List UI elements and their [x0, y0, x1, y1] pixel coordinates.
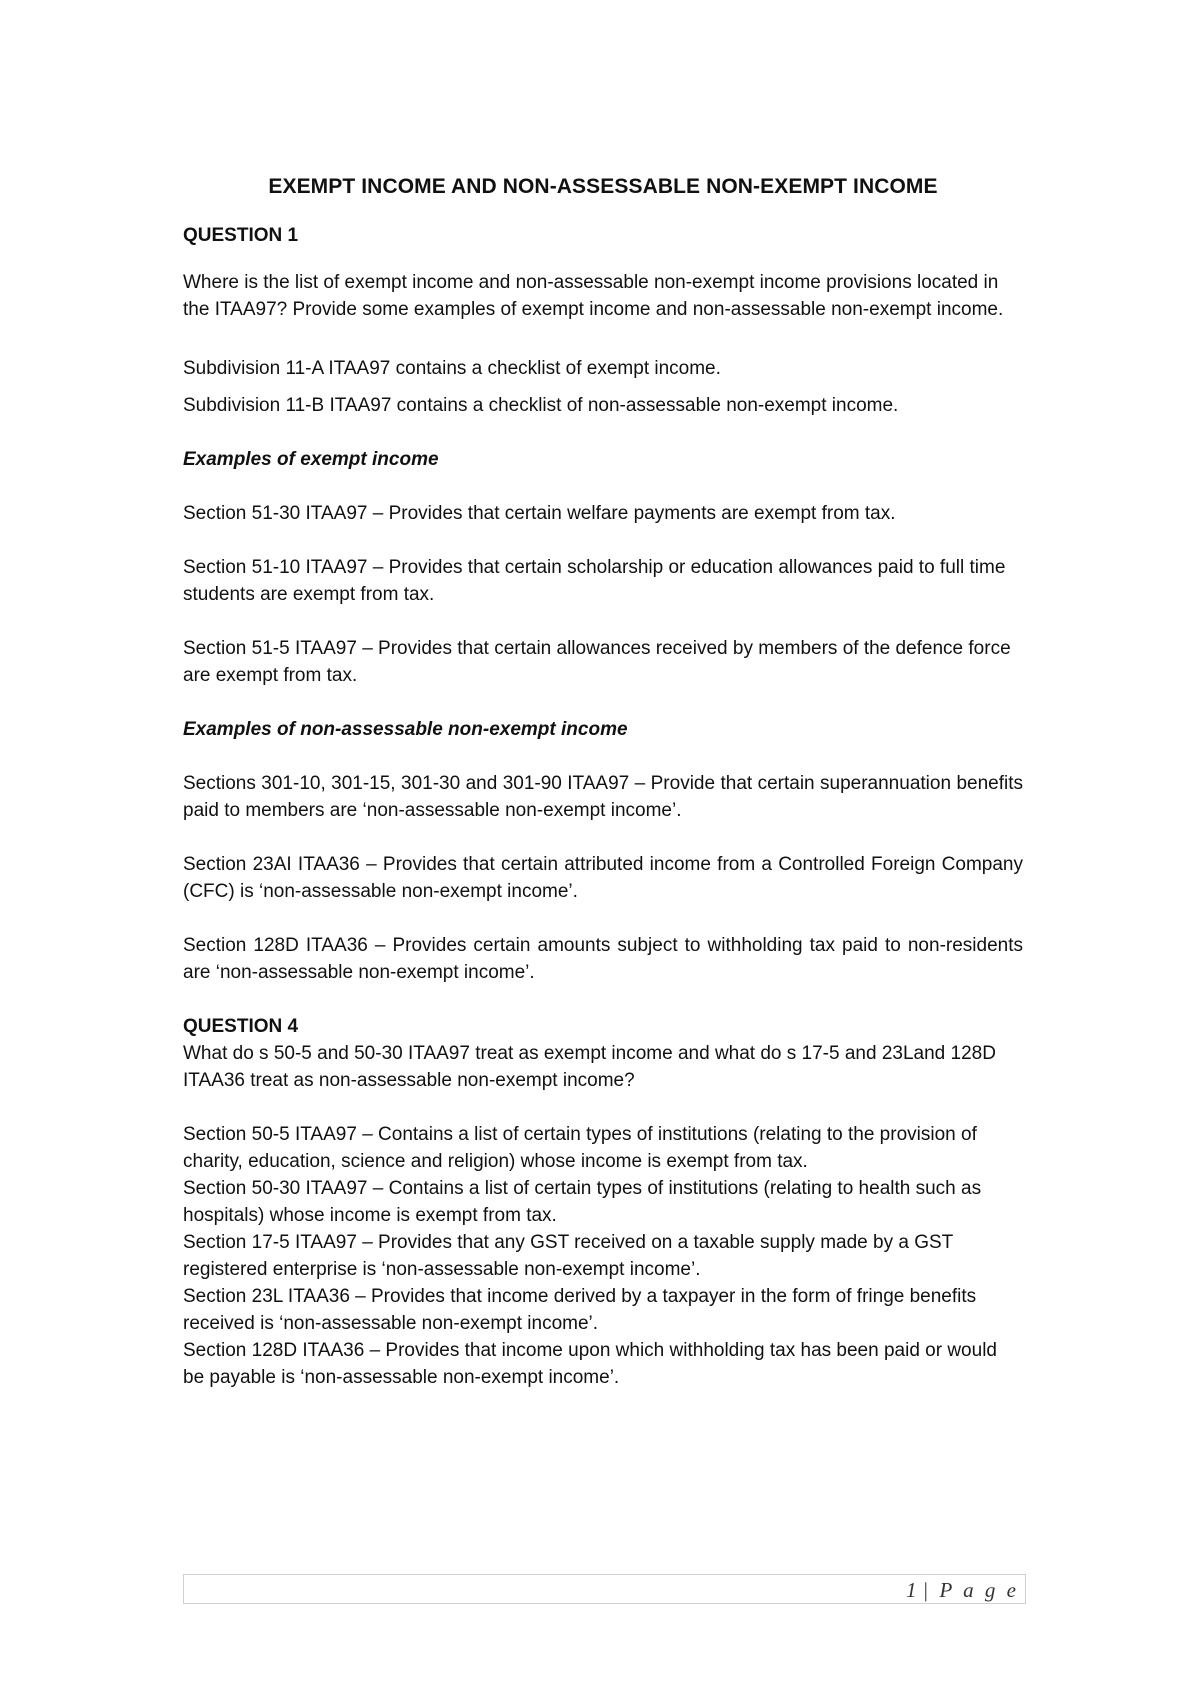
page-content [183, 172, 1023, 1391]
answer-line-1: Subdivision 11-A ITAA97 contains a checklist of exempt income. [183, 358, 721, 379]
page-footer [183, 1574, 1026, 1604]
question-4-text: What do s 50-5 and 50-30 ITAA97 treat as exempt income and what do s 17-5 and 23Land 128D ITAA36 treat as non-assessable non-exempt income? [183, 1043, 996, 1091]
q4-answer-5: Section 128D ITAA36 – Provides that income upon which withholding tax has been paid or would be payable is ‘non-assessable non-exempt income’. [183, 1340, 997, 1388]
question-4-heading: QUESTION 4 [183, 1016, 299, 1037]
q4-answer-3: Section 17-5 ITAA97 – Provides that any GST received on a taxable supply made by a GST registered enterprise is ‘non-assessable non-exempt income’. [183, 1232, 953, 1280]
answer-line-2: Subdivision 11-B ITAA97 contains a checklist of non-assessable non-exempt income. [183, 395, 899, 416]
q4-answer-2: Section 50-30 ITAA97 – Contains a list of certain types of institutions (relating to health such as hospitals) whose income is exempt from tax. [183, 1178, 982, 1226]
page-label: | P a g e [922, 1578, 1019, 1602]
page-number-value: 1 [905, 1578, 917, 1602]
q4-answer-1: Section 50-5 ITAA97 – Contains a list of certain types of institutions (relating to the provision of charity, education, science and religion) whose income is exempt from tax. [183, 1124, 977, 1172]
exempt-example-3: Section 51-5 ITAA97 – Provides that certain allowances received by members of the defence force are exempt from tax. [183, 638, 1011, 686]
exempt-examples-heading: Examples of exempt income [183, 449, 439, 470]
page-number [906, 1575, 1019, 1605]
document-title: EXEMPT INCOME AND NON-ASSESSABLE NON-EXEMPT INCOME [268, 175, 938, 198]
q4-answer-4: Section 23L ITAA36 – Provides that income derived by a taxpayer in the form of fringe benefits received is ‘non-assessable non-exempt income’. [183, 1286, 977, 1334]
nane-example-2: Section 23AI ITAA36 – Provides that certain attributed income from a Controlled Foreign Company (CFC) is ‘non-assessable non-exempt income’. [183, 854, 1023, 902]
exempt-example-2: Section 51-10 ITAA97 – Provides that certain scholarship or education allowances paid to full time students are exempt from tax. [183, 557, 1006, 605]
question-1-text: Where is the list of exempt income and non-assessable non-exempt income provisions located in the ITAA97? Provide some examples of exempt income and non-assessable non-exempt income. [183, 272, 1004, 320]
nane-example-1: Sections 301-10, 301-15, 301-30 and 301-90 ITAA97 – Provide that certain superannuation benefits paid to members are ‘non-assessable non-exempt income’. [183, 773, 1023, 821]
question-1-heading: QUESTION 1 [183, 225, 299, 246]
nane-examples-heading: Examples of non-assessable non-exempt income [183, 719, 628, 740]
exempt-example-1: Section 51-30 ITAA97 – Provides that certain welfare payments are exempt from tax. [183, 503, 896, 524]
nane-example-3: Section 128D ITAA36 – Provides certain amounts subject to withholding tax paid to non-residents are ‘non-assessable non-exempt income’. [183, 935, 1023, 983]
